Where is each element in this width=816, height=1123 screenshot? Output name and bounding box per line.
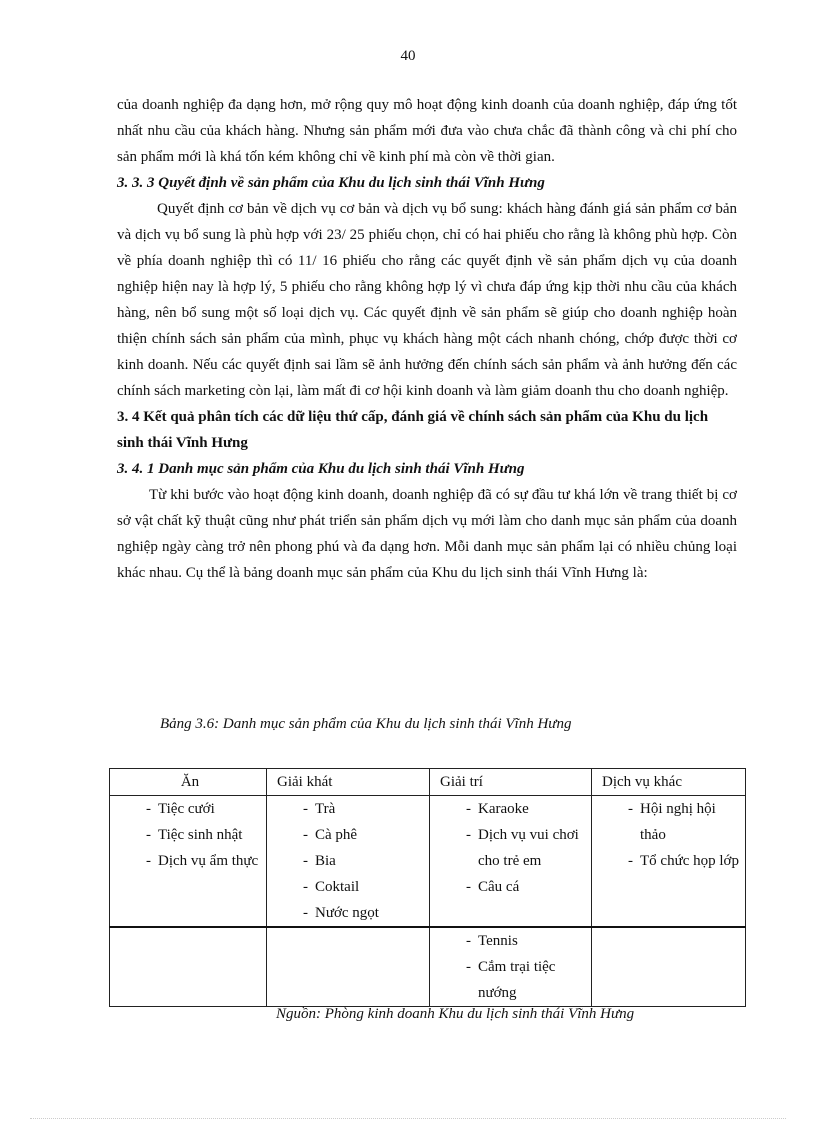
page-bottom-divider (30, 1118, 786, 1119)
header-an: Ăn (110, 769, 267, 796)
table-caption: Bảng 3.6: Danh mục sản phẩm của Khu du lịch sinh thái Vĩnh Hưng (160, 716, 572, 732)
list-item: - Hội nghị hội thảo (598, 796, 739, 848)
list-item: - Tổ chức họp lớp (598, 848, 739, 874)
paragraph-product-list: Từ khi bước vào hoạt động kinh doanh, doanh nghiệp đã có sự đầu tư khá lớn về trang thiết bị cơ sở vật chất kỹ thuật cũng như phát triển sản phẩm dịch vụ mới làm cho danh mục sản phẩm của doanh nghiệp ngày càng trở nên phong phú và đa dạng hơn. Mỗi danh mục sản phẩm lại có nhiều chủng loại khác nhau. Cụ thể là bảng doanh mục sản phẩm của Khu du lịch sinh thái Vĩnh Hưng là: (117, 487, 737, 581)
header-giai-tri: Giải trí (430, 769, 592, 796)
header-giai-khat: Giải khát (267, 769, 430, 796)
cell-dich-vu-khac (592, 796, 746, 928)
cell-empty (267, 927, 430, 1007)
table-header-row (110, 769, 746, 796)
cell-giai-khat (267, 796, 430, 928)
product-table (109, 768, 746, 1007)
page-number: 40 (400, 48, 416, 64)
table-source: Nguồn: Phòng kinh doanh Khu du lịch sinh thái Vĩnh Hưng (276, 1006, 635, 1022)
body-text (117, 92, 737, 586)
paragraph-decisions: Quyết định cơ bản về dịch vụ cơ bản và dịch vụ bổ sung: khách hàng đánh giá sản phẩm cơ bản và dịch vụ bổ sung là phù hợp với 23/ 25 phiếu chọn, chỉ có hai phiếu cho rằng là không phù hợp. Còn về phía doanh nghiệp thì có 11/ 16 phiếu cho rằng các quyết định về sản phẩm dịch vụ của doanh nghiệp hiện nay là hợp lý, 5 phiếu cho rằng không hợp lý vì chưa đáp ứng kịp thời nhu cầu của khách hàng, nên bổ sung một số loại dịch vụ. Các quyết định về sản phẩm sẽ giúp cho doanh nghiệp hoàn thiện chính sách sản phẩm của mình, phục vụ khách hàng một cách nhanh chóng, chớp được thời cơ kinh doanh. Nếu các quyết định sai lầm sẽ ảnh hưởng đến chính sách sản phẩm và ảnh hưởng đến các chính sách marketing còn lại, làm mất đi cơ hội kinh doanh và làm giảm doanh thu cho doanh nghiệp. (117, 201, 737, 399)
table-row (110, 796, 746, 928)
cell-empty (592, 927, 746, 1007)
list-item: - Tennis (436, 928, 585, 954)
list-item: - Karaoke (436, 796, 585, 822)
list-item: - Dịch vụ vui chơi cho trẻ em (436, 822, 585, 874)
list-item: - Cắm trại tiệc nướng (436, 954, 585, 1006)
list-item: - Tiệc sinh nhật (116, 822, 260, 848)
list-item: - Trà (273, 796, 423, 822)
list-item: - Dịch vụ ẩm thực (116, 848, 260, 874)
heading-3-4-1: 3. 4. 1 Danh mục sản phẩm của Khu du lịch sinh thái Vĩnh Hưng (117, 461, 525, 477)
heading-3-3-3: 3. 3. 3 Quyết định về sản phẩm của Khu du lịch sinh thái Vĩnh Hưng (117, 175, 545, 191)
list-item: - Nước ngọt (273, 900, 423, 926)
table-row (110, 927, 746, 1007)
cell-empty (110, 927, 267, 1007)
list-item: - Bia (273, 848, 423, 874)
heading-3-4: 3. 4 Kết quả phân tích các dữ liệu thứ cấp, đánh giá về chính sách sản phẩm của Khu du lịch sinh thái Vĩnh Hưng (117, 409, 709, 451)
list-item: - Tiệc cưới (116, 796, 260, 822)
list-item: - Cà phê (273, 822, 423, 848)
cell-giai-tri (430, 927, 592, 1007)
paragraph-intro: của doanh nghiệp đa dạng hơn, mở rộng quy mô hoạt động kinh doanh của doanh nghiệp, đáp ứng tốt nhất nhu cầu của khách hàng. Nhưng sản phẩm mới đưa vào chưa chắc đã thành công và chi phí cho sản phẩm mới là khá tốn kém không chỉ về kinh phí mà còn về thời gian. (117, 97, 737, 165)
cell-an (110, 796, 267, 928)
list-item: - Câu cá (436, 874, 585, 900)
cell-giai-tri (430, 796, 592, 928)
header-dich-vu-khac: Dịch vụ khác (592, 769, 746, 796)
list-item: - Coktail (273, 874, 423, 900)
